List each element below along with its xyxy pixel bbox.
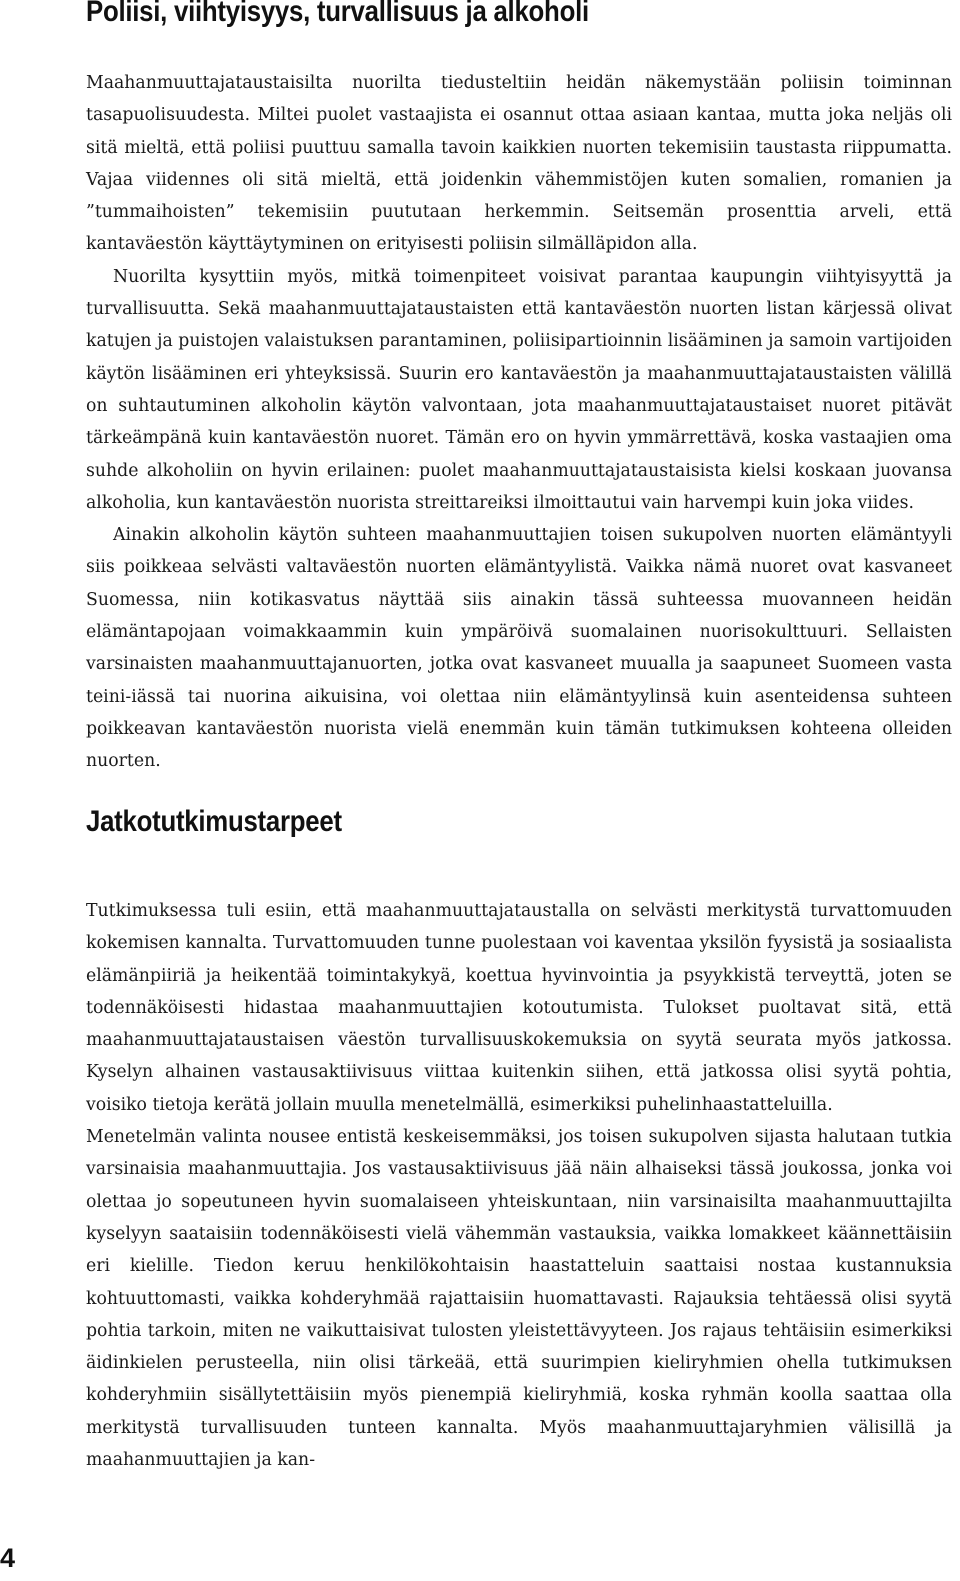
- section-body-jatkotutkimustarpeet: [86, 895, 952, 1476]
- section-heading-jatkotutkimustarpeet: Jatkotutkimustarpeet: [86, 805, 342, 838]
- page-number: 4: [0, 1543, 16, 1573]
- paragraph: Menetelmän valinta nousee entistä keskeisemmäksi, jos toisen sukupolven sijasta halutaan tutkia varsinaisia maahanmuuttajia. Jos vastausaktiivisuus jää näin alhaiseksi tässä joukossa, jonka voi olettaa jo sopeutuneen hyvin suomalaiseen yhteiskuntaan, niin varsinaisilta maahanmuuttajilta kyselyyn saataisiin todennäköisesti vielä vähemmän vastauksia, vaikka lomakkeet käännettäisiin eri kielille. Tiedon keruu henkilökohtaisin haastatteluin saattaisi nostaa kustannuksia kohtuuttomasti, vaikka kohderyhmää rajattaisiin huomattavasti. Rajauksia tehtäessä olisi syytä pohtia tarkoin, miten ne vaikuttaisivat tulosten yleistettävyyteen. Jos rajaus tehtäisiin esimerkiksi äidinkielen perusteella, niin olisi tärkeää, että suurimpien kieliryhmien ohella tutkimuksen kohderyhmiin sisällytettäisiin myös pienempiä kieliryhmiä, koska ryhmän koolla saattaa olla merkitystä turvallisuuden tunteen kannalta. Myös maahanmuuttajaryhmien välisillä ja maahanmuuttajien ja kan-: [86, 1127, 952, 1471]
- section-heading-poliisi: Poliisi, viihtyisyys, turvallisuus ja alkoholi: [86, 0, 589, 28]
- section-body-poliisi: [86, 67, 952, 778]
- paragraph: Maahanmuuttajataustaisilta nuorilta tiedusteltiin heidän näkemystään poliisin toiminnan tasapuolisuudesta. Miltei puolet vastaajista ei osannut ottaa asiaan kantaa, mutta joka neljäs oli sitä mieltä, että poliisi puuttuu samalla tavoin kaikkien nuorten tekemisiin taustasta riippumatta. Vajaa viidennes oli sitä mieltä, että joidenkin vähemmistöjen kuten somalien, romanien ja ”tummaihoisten” tekemisiin puututaan herkemmin. Seitsemän prosenttia arveli, että kantaväestön käyttäytyminen on erityisesti poliisin silmälläpidon alla.: [86, 73, 952, 255]
- paragraph: Nuorilta kysyttiin myös, mitkä toimenpiteet voisivat parantaa kaupungin viihtyisyyttä ja turvallisuutta. Sekä maahanmuuttajataustaisten että kantaväestön nuorten listan kärjessä olivat katujen ja puistojen valaistuksen parantaminen, poliisipartioinnin lisääminen ja samoin vartijoiden käytön lisääminen eri yhteyksissä. Suurin ero kantaväestön ja maahanmuuttajataustaisten välillä on suhtautuminen alkoholin käytön valvontaan, jota maahanmuuttajataustaiset nuoret pitävät tärkeämpänä kuin kantaväestön nuoret. Tämän ero on hyvin ymmärrettävä, koska vastaajien oma suhde alkoholiin on hyvin erilainen: puolet maahanmuuttajataustaisista kielsi koskaan juovansa alkoholia, kun kantaväestön nuorista streittareiksi ilmoittautui vain harvempi kuin joka viides.: [86, 266, 952, 513]
- paragraph: Tutkimuksessa tuli esiin, että maahanmuuttajataustalla on selvästi merkitystä turvattomuuden kokemisen kannalta. Turvattomuuden tunne puolestaan voi kaventaa yksilön fyysistä ja sosiaalista elämänpiiriä ja heikentää toimintakykyä, koettua hyvinvointia ja psyykkistä terveyttä, joten se todennäköisesti hidastaa maahanmuuttajien kotoutumista. Tulokset puoltavat sitä, että maahanmuuttajataustaisen väestön turvallisuuskokemuksia on syytä seurata myös jatkossa. Kyselyn alhainen vastausaktiivisuus viittaa kuitenkin siihen, että jatkossa olisi syytä pohtia, voisiko tietoja kerätä jollain muulla menetelmällä, esimerkiksi puhelinhaastatteluilla.: [86, 901, 952, 1115]
- paragraph: Ainakin alkoholin käytön suhteen maahanmuuttajien toisen sukupolven nuorten elämäntyyli siis poikkeaa selvästi valtaväestön nuorten elämäntyylistä. Vaikka nämä nuoret ovat kasvaneet Suomessa, niin kotikasvatus näyttää siis ainakin tässä suhteessa muovanneen heidän elämäntapojaan voimakkaammin kuin ympäröivä suomalainen nuorisokulttuuri. Sellaisten varsinaisten maahanmuuttajanuorten, jotka ovat kasvaneet muualla ja saapuneet Suomeen vasta teini-iässä tai nuorina aikuisina, voi olettaa niin elämäntyylinsä kuin asenteidensa suhteen poikkeavan kantaväestön nuorista vielä enemmän kuin tämän tutkimuksen kohteena olleiden nuorten.: [86, 525, 952, 772]
